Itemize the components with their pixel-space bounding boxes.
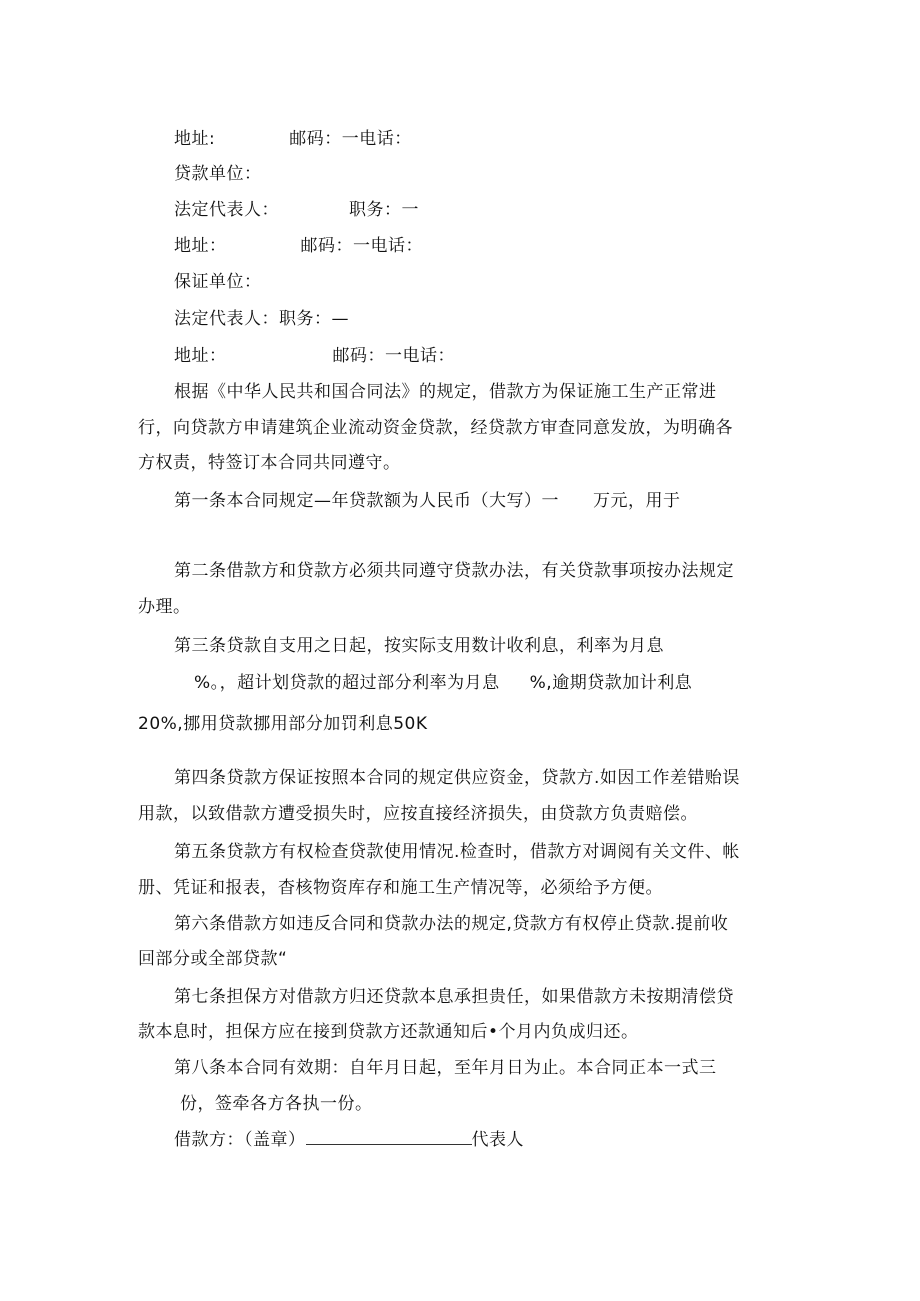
address-label: 地址： [174, 236, 227, 256]
article-2-line-2: 办理。 [138, 597, 191, 617]
lender-unit-line: 贷款单位： [174, 164, 262, 184]
legal-rep-line-1 [174, 199, 419, 221]
article-2-line-1: 第二条借款方和贷款方必须共同遵守贷款办法，有关贷款事项按办法规定 [174, 561, 734, 581]
article-6-line-1: 第六条借款方如违反合同和贷款办法的规定,贷款方有权停止贷款.提前收 [174, 914, 729, 934]
legal-rep-label: 法定代表人： [174, 200, 279, 220]
article-1: 第一条本合同规定—年贷款额为人民币（大写）一 万元，用于 [174, 491, 681, 511]
preamble-line-3: 方权责，特签订本合同共同遵守。 [138, 453, 401, 473]
article-5-line-2: 册、凭证和报表，杳核物资库存和施工生产情况等，必须给予方便。 [138, 878, 663, 898]
article-6-line-2: 回部分或全部贷款“ [138, 949, 288, 969]
address-line-1 [174, 128, 412, 150]
postcode-phone-label: 邮码：一电话： [300, 236, 423, 256]
article-8-line-2: 份，签牵各方各执一份。 [180, 1094, 373, 1114]
borrower-signature-line [174, 1128, 524, 1151]
legal-rep-line-2: 法定代表人：职务：— [174, 309, 349, 329]
borrower-seal-label: 借款方：（盖章） [174, 1130, 306, 1150]
representative-label: 代表人 [471, 1130, 524, 1150]
position-label: 职务：一 [349, 200, 419, 220]
article-5-line-1: 第五条贷款方有权检查贷款使用情况.检查时，借款方对调阅有关文件、帐 [174, 842, 740, 862]
article-4-line-1: 第四条贷款方保证按照本合同的规定供应资金，贷款方.如因工作差错贻误 [174, 768, 740, 788]
address-line-3 [174, 345, 455, 367]
guarantor-unit-line: 保证单位： [174, 272, 262, 292]
address-label: 地址： [174, 346, 227, 366]
postcode-phone-label: 邮码：一电话： [289, 129, 412, 149]
address-line-2 [174, 235, 423, 257]
preamble-line-2: 行，向贷款方申请建筑企业流动资金贷款，经贷款方审查同意发放，为明确各 [138, 418, 733, 438]
article-3-line-2: %。，超计划贷款的超过部分利率为月息 %,逾期贷款加计利息 [194, 673, 693, 693]
article-4-line-2: 用款，以致借款方遭受损失时，应按直接经济损失，由贷款方负责赔偿。 [138, 804, 698, 824]
article-7-line-2: 款本息时，担保方应在接到贷款方还款通知后•个月内负成归还。 [138, 1022, 639, 1042]
signature-blank [306, 1128, 472, 1145]
article-8-line-1: 第八条本合同有效期：自年月日起，至年月日为止。本合同正本一式三 [174, 1058, 717, 1078]
preamble-line-1: 根据《中华人民共和国合同法》的规定，借款方为保证施工生产正常进 [174, 382, 717, 402]
article-3-line-1: 第三条贷款自支用之日起，按实际支用数计收利息，利率为月息 [174, 636, 664, 656]
article-7-line-1: 第七条担保方对借款方归还贷款本息承担贵任，如果借款方未按期清偿贷 [174, 987, 734, 1007]
article-3-line-3: 20%,挪用贷款挪用部分加罚利息50K [138, 714, 428, 734]
postcode-phone-label: 邮码：一电话： [332, 346, 455, 366]
address-label: 地址: [174, 129, 216, 149]
